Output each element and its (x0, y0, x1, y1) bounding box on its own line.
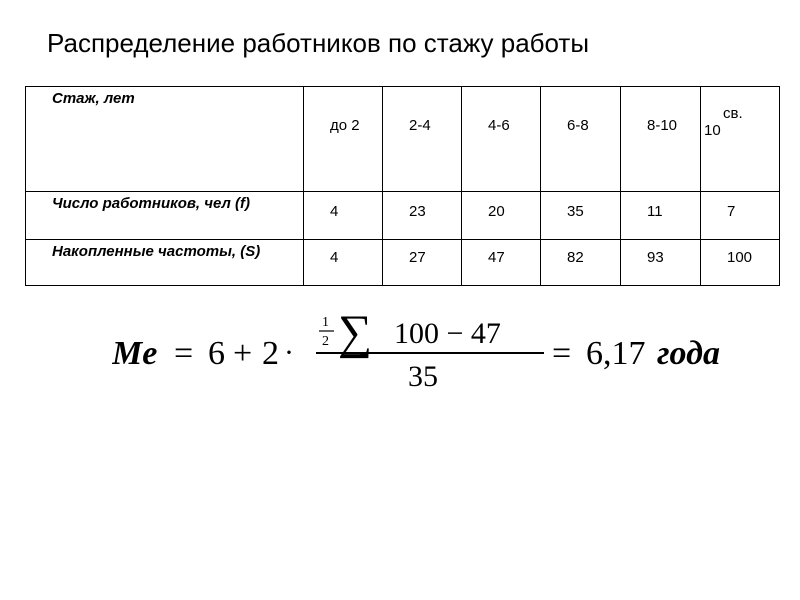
formula-unit: года (657, 335, 720, 372)
table-cell: 82 (541, 240, 621, 286)
table-cell: до 2 (304, 87, 383, 192)
table-cell: 100 (701, 240, 780, 286)
table-cell: 7 (701, 192, 780, 240)
table-cell: 6-8 (541, 87, 621, 192)
formula-step: 2 (262, 335, 279, 372)
page-title: Распределение работников по стажу работы (47, 28, 590, 58)
formula-base: 6 (208, 335, 225, 372)
formula-equals: = (174, 335, 194, 372)
formula-plus: + (233, 335, 253, 372)
row-label-cumulative: Накопленные частоты, (S) (26, 240, 304, 286)
distribution-table (25, 86, 780, 286)
formula-denominator: 35 (408, 360, 438, 393)
table-cell: 20 (462, 192, 541, 240)
half-denominator: 2 (322, 334, 329, 349)
table-cell: 2-4 (383, 87, 462, 192)
table-cell: 35 (541, 192, 621, 240)
table-cell: 11 (621, 192, 701, 240)
table-cell: 8-10 (621, 87, 701, 192)
table-cell: 47 (462, 240, 541, 286)
row-label-workers: Число работников, чел (f) (26, 192, 304, 240)
sigma-symbol: ∑ (338, 306, 373, 359)
half-numerator: 1 (322, 315, 329, 330)
over-value: 10 (704, 122, 721, 139)
formula-numerator: 100 − 47 (394, 317, 501, 350)
table-cell: 23 (383, 192, 462, 240)
table-cell: 27 (383, 240, 462, 286)
table-cell: 4-6 (462, 87, 541, 192)
formula-lhs: Me (112, 335, 158, 372)
table-cell: 4 (304, 240, 383, 286)
median-formula (112, 300, 752, 400)
table-cell: 93 (621, 240, 701, 286)
row-label-experience: Стаж, лет (26, 87, 304, 192)
table-cell-over-10 (701, 87, 780, 192)
over-label: св. (723, 105, 743, 122)
table-row (26, 87, 780, 192)
formula-dot: · (284, 336, 294, 369)
table-row (26, 192, 780, 240)
formula-equals-2: = (552, 335, 572, 372)
table-row (26, 240, 780, 286)
table-cell: 4 (304, 192, 383, 240)
formula-result: 6,17 (586, 335, 646, 372)
